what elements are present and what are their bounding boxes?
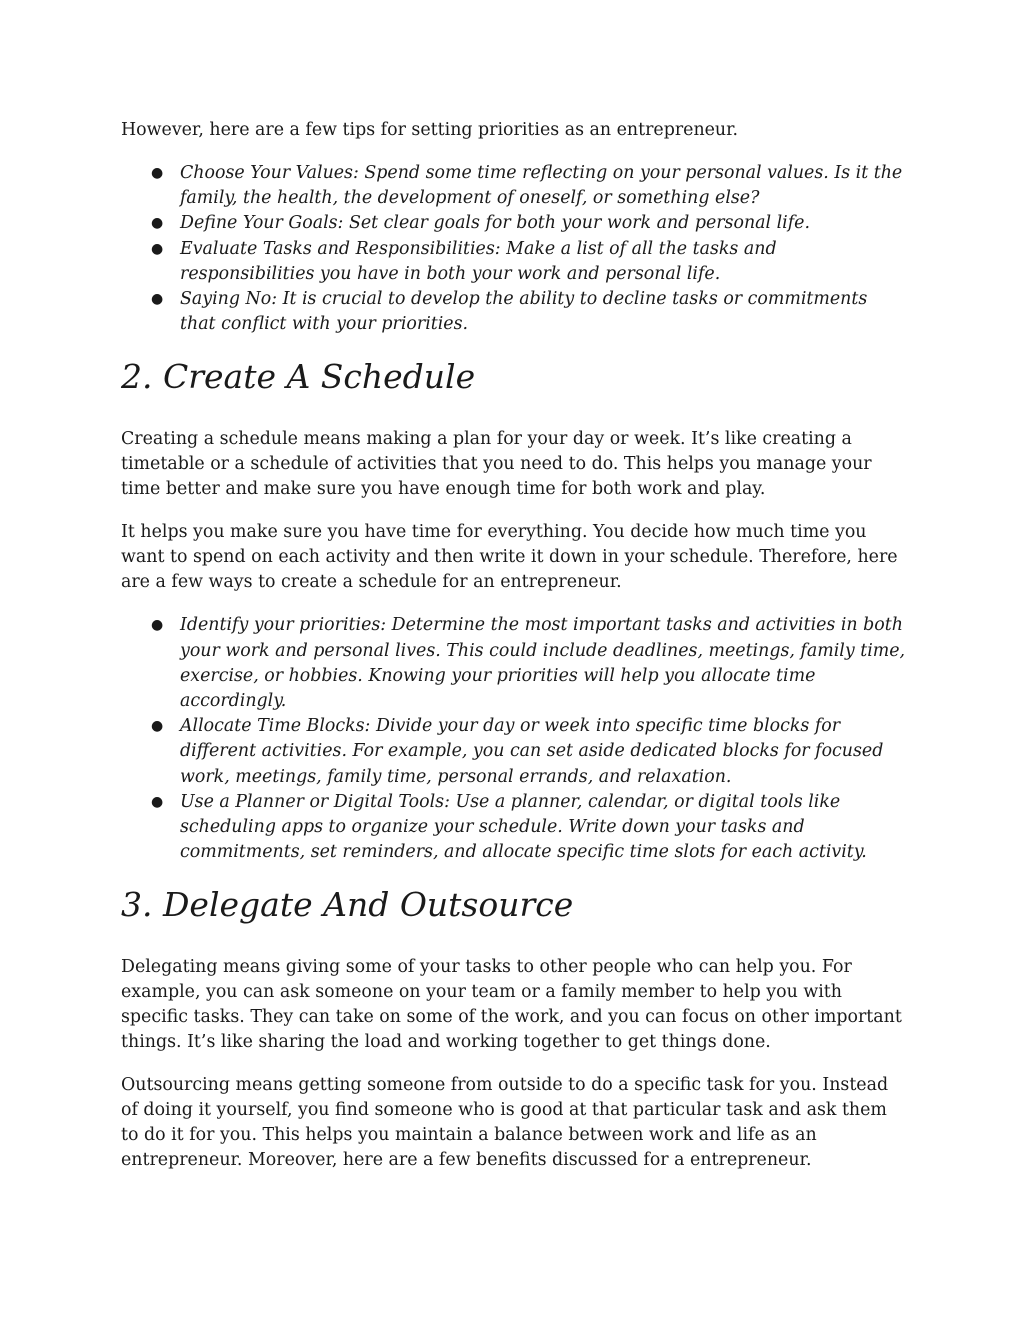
bullet-icon: ● — [151, 291, 164, 308]
section-heading-delegate-outsource: 3. Delegate And Outsource — [121, 885, 574, 925]
document-page — [121, 118, 907, 1191]
bullet-icon: ● — [151, 718, 164, 735]
list-item-text: Identify your priorities: Determine the most important tasks and activities in both your work and personal lives. This could include deadlines, meetings, family time, exercise, or hobbies. Knowing your priorities will help you allocate time accordingly. — [180, 615, 906, 712]
intro-paragraph: However, here are a few tips for setting priorities as an entrepreneur. — [121, 120, 739, 140]
delegate-paragraph-2: Outsourcing means getting someone from outside to do a specific task for you. Instead of doing it yourself, you find someone who is good at that particular task and ask them to do it for you. This helps you maintain a balance between work and life as an entrepreneur. Moreover, here are a few benefits discussed for a entrepreneur. — [121, 1075, 889, 1171]
list-item — [121, 287, 907, 337]
section-heading-create-schedule: 2. Create A Schedule — [121, 357, 476, 397]
list-item-text: Saying No: It is crucial to develop the ability to decline tasks or commitments that conflict with your priorities. — [180, 289, 868, 335]
list-item-text: Use a Planner or Digital Tools: Use a planner, calendar, or digital tools like scheduling apps to organize your schedule. Write down your tasks and commitments, set reminders, and allocate specific time slots for each activity. — [180, 791, 867, 863]
list-item-text: Define Your Goals: Set clear goals for both your work and personal life. — [180, 213, 810, 234]
list-item-text: Evaluate Tasks and Responsibilities: Make a list of all the tasks and responsibilities you have in both your work and personal life. — [180, 238, 777, 284]
delegate-paragraph-1: Delegating means giving some of your tasks to other people who can help you. For example, you can ask someone on your team or a family member to help you with specific tasks. They can take on some of the work, and you can focus on other important things. It’s like sharing the load and working together to get things done. — [121, 957, 902, 1053]
list-item — [121, 211, 907, 236]
schedule-paragraph-1: Creating a schedule means making a plan for your day or week. It’s like creating a timetable or a schedule of activities that you need to do. This helps you manage your time better and make sure you have enough time for both work and play. — [121, 429, 872, 500]
list-item — [121, 714, 907, 790]
list-item-text: Allocate Time Blocks: Divide your day or week into specific time blocks for different activities. For example, you can set aside dedicated blocks for focused work, meetings, family time, personal errands, and relaxation. — [180, 716, 884, 787]
bullet-icon: ● — [151, 793, 164, 810]
list-item — [121, 613, 907, 714]
list-item-text: Choose Your Values: Spend some time reflecting on your personal values. Is it the family, the health, the development of oneself, or something else? — [180, 163, 903, 209]
bullet-icon: ● — [151, 215, 164, 232]
bullet-icon: ● — [151, 617, 164, 634]
bullet-icon: ● — [151, 165, 164, 181]
bullet-icon: ● — [151, 240, 164, 257]
priority-tips-list — [121, 161, 907, 337]
schedule-tips-list — [121, 613, 907, 865]
list-item — [121, 790, 907, 866]
list-item — [121, 237, 907, 287]
list-item — [121, 161, 907, 211]
schedule-paragraph-2: It helps you make sure you have time for everything. You decide how much time you want to spend on each activity and then write it down in your schedule. Therefore, here are a few ways to create a schedule for an entrepreneur. — [121, 522, 898, 593]
